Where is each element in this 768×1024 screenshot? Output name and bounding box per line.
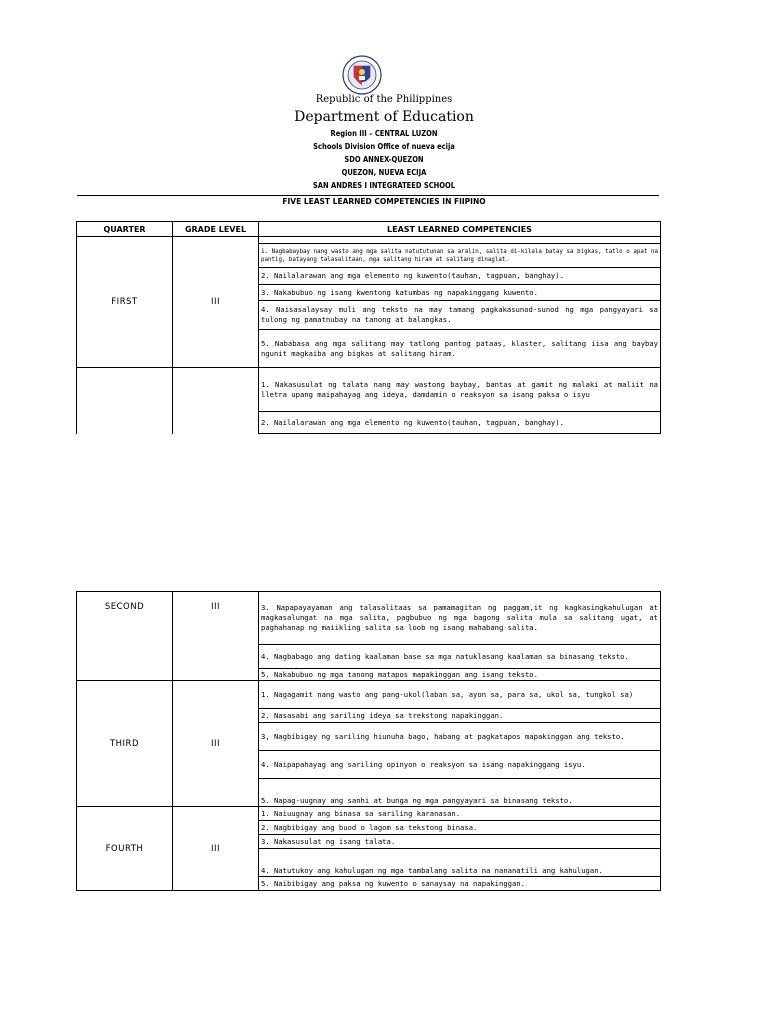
header-divider — [77, 195, 659, 196]
competency-item: 3, Nagbibigay ng sariling hiunuha bago, habang at pagkatapos mapakinggan ang teksto. — [259, 723, 661, 751]
grade-fourth: III — [173, 807, 259, 891]
competency-item: 4. Naipapahayag ang sariling opinyon o reaksyon sa isang napakinggang isyu. — [259, 751, 661, 779]
grade-third: III — [173, 681, 259, 807]
competencies-table-part1 — [76, 221, 661, 434]
table-header-row — [77, 222, 661, 237]
republic-label: Republic of the Philippines — [315, 94, 453, 105]
competency-item: 1. Naiuugnay ang binasa sa sariling karanasan. — [259, 807, 661, 821]
division-label: Schools Division Office of nueva ecija — [313, 142, 455, 151]
sdo-label: SDO ANNEX-QUEZON — [344, 155, 424, 164]
quarter-fourth: FOURTH — [77, 807, 173, 891]
location-label: QUEZON, NUEVA ECIJA — [341, 168, 427, 177]
quarter-second: SECOND — [77, 592, 173, 681]
grade-second-top — [173, 368, 259, 434]
grade-first: III — [173, 237, 259, 368]
competency-item: 4. Natutukoy ang kahulugan ng mga tambalang salita na nananatili ang kahulugan. — [259, 849, 661, 877]
competency-item: 3. Napapayayaman ang talasalitaas sa pamamagitan ng paggam,it ng kagkasingkahulugan at magkasalungat na mga salita, pagbubuo ng mga bagong salita mula sa salitang ugat, at paghahanap ng maiikling salita sa loob ng isang mahabang salita. — [259, 592, 661, 645]
competency-item: 5. Nakabubuo ng mga tanong matapos mapakinggan ang isang teksto. — [259, 669, 661, 681]
competency-item: 1. Nagagamit nang wasto ang pang-ukol(laban sa, ayon sa, para sa, ukol sa, tungkol sa) — [259, 681, 661, 709]
competency-item: 5. Nababasa ang mga salitang may tatlong pantog pataas, klaster, salitang iisa ang baybay ngunit magkaiba ang bigkas at salitang hiram. — [259, 330, 661, 368]
competency-item: 2. Nailalarawan ang mga elemento ng kuwento(tauhan, tagpuan, banghay). — [259, 412, 661, 434]
competency-item: 1. Nakasusulat ng talata nang may wastong baybay, bantas at gamit ng malaki at maliit na lletra upang maipahayag ang ideya, damdamin o reaksyon sa isang paksa o isyu — [259, 368, 661, 412]
competency-item: 2. Nasasabi ang sariling ideya sa trekstong napakinggan. — [259, 709, 661, 723]
region-label: Region III – CENTRAL LUZON — [330, 129, 438, 138]
competency-item: 3. Nakabubuo ng isang kwentong katumbas ng napakinggang kuwento. — [259, 285, 661, 301]
competency-item: 2. Nailalarawan ang mga elemento ng kuwento(tauhan, tagpuan, banghay). — [259, 268, 661, 285]
quarter-second-top — [77, 368, 173, 434]
quarter-third: THIRD — [77, 681, 173, 807]
department-name: Department of Education — [294, 109, 474, 125]
column-header-grade-level: GRADE LEVEL — [173, 222, 259, 237]
competency-item: 1. Nagbabaybay nang wasto ang mga salita natututunan sa aralin, salita di-kilala batay sa bigkas, tatlo o apat na pantig, batayang talasalitaan, mga salitang hiram at salitang dinaglat. — [259, 244, 661, 268]
competencies-table-part2 — [76, 591, 661, 891]
document-title: FIVE LEAST LEARNED COMPETENCIES IN FIIPINO — [282, 197, 486, 206]
school-name: SAN ANDRES I INTEGRATEED SCHOOL — [312, 181, 456, 190]
competency-item: 3. Nakasusulat ng isang talata. — [259, 835, 661, 849]
competency-item: 5. Napag-uugnay ang sanhi at bunga ng mga pangyayari sa binasang teksto. — [259, 779, 661, 807]
deped-seal-logo — [333, 55, 391, 95]
competency-item: 5. Naibibigay ang paksa ng kuwento o sanaysay na napakinggan. — [259, 877, 661, 891]
competency-item: 4. Naisasalaysay muli ang teksto na may tamang pagkakasunod-sunod ng mga pangyayari sa tulong ng pamatnubay na tanong at balangkas. — [259, 301, 661, 330]
column-header-quarter: QUARTER — [77, 222, 173, 237]
competency-item: 4. Nagbabago ang dating kaalaman base sa mga natuklasang kaalaman sa binasang teksto. — [259, 645, 661, 669]
column-header-competencies: LEAST LEARNED COMPETENCIES — [259, 222, 661, 237]
quarter-first: FIRST — [77, 237, 173, 368]
grade-second: III — [173, 592, 259, 681]
competency-item: 2. Nagbibigay ang buod o lagom sa tekstong binasa. — [259, 821, 661, 835]
